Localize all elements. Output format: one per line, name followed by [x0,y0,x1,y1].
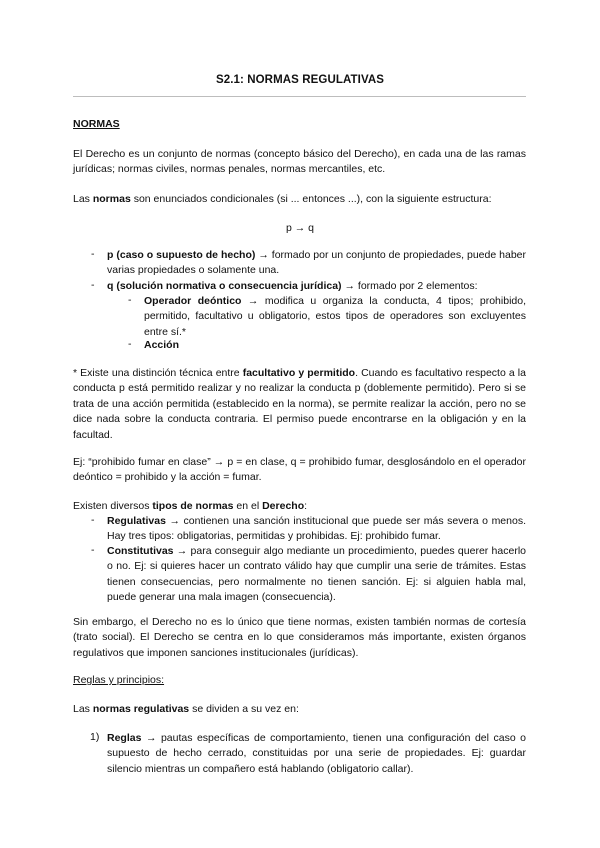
paragraph-intro: El Derecho es un conjunto de normas (concepto básico del Derecho), en cada una de las ramas jurídicas; normas civiles, normas penales, normas mercantiles, etc. [73,148,526,176]
list-item-constitutivas: Constitutivas → para conseguir algo mediante un procedimiento, puedes querer hacerlo o no. Ej: si quieres hacer un contrato válido hay que cumplir una serie de trámites. Estas tienen consecuencias, pero normalmente no tienen sanción. Ej: si alguien habla mal, puede generar una mala imagen (consecuencia). [107,545,526,604]
title-divider [73,96,526,97]
list-item-p: p (caso o supuesto de hecho) → formado por un conjunto de propiedades, puede haber varias propiedades o solamente una. [107,249,526,277]
paragraph-note: * Existe una distinción técnica entre facultativo y permitido. Cuando es facultativo respecto a la conducta p está permitido realizar y no realizar la conducta p (doblemente permitido). Pero si se trata de una acción permitida (establecido en la norma), se permite realizar la acción, pero no se dice nada sobre la conducta contraria. El permiso puede encontrarse en la obligación y en la facultad. [73,367,526,441]
sublist-item-accion: Acción [144,339,180,351]
formula: p → q [285,222,314,234]
paragraph-normas: Las normas son enunciados condicionales (si ... entonces ...), con la siguiente estructura: [73,193,492,205]
bullet-dash: - [91,279,95,291]
document-title: S2.1: NORMAS REGULATIVAS [215,74,385,86]
list-item-q: q (solución normativa o consecuencia jurídica) → formado por 2 elementos: [107,280,478,292]
paragraph-tipos: Existen diversos tipos de normas en el Derecho: [73,500,308,512]
bullet-dash: - [91,544,95,556]
paragraph-example: Ej: “prohibido fumar en clase” → p = en clase, q = prohibido fumar, desglosándolo en el operador deóntico = prohibido y la acción = fumar. [73,456,526,484]
list-item-regulativas: Regulativas → contienen una sanción institucional que puede ser más severa o menos. Hay tres tipos: obligatorias, permitidas y prohibidas. Ej: prohibido fumar. [107,515,526,543]
list-item-reglas: Reglas → pautas específicas de comportamiento, tienen una configuración del caso o supuesto de hecho cerrado, constituidas por una serie de propiedades. Ej: guardar silencio mientras un compañero está hablando (obligatorio callar). [107,732,526,775]
bullet-dash: - [91,514,95,526]
paragraph-sin-embargo: Sin embargo, el Derecho no es lo único que tiene normas, existen también normas de cortesía (trato social). El Derecho se centra en lo que consideramos más importante, existen órganos regulativos que imponen sanciones institucionales (jurídicas). [73,616,526,659]
subheading-reglas: Reglas y principios: [73,674,165,686]
bullet-dash: - [91,248,95,260]
bullet-dash: - [128,338,132,350]
bullet-dash: - [128,294,132,306]
list-number: 1) [90,731,100,743]
section-heading: NORMAS [73,118,120,130]
sublist-item-operador: Operador deóntico → modifica u organiza la conducta, 4 tipos; prohibido, permitido, facultativo u obligatorio, estos tipos de operadores son excluyentes entre sí.* [144,295,526,338]
paragraph-divide: Las normas regulativas se dividen a su vez en: [73,703,299,715]
